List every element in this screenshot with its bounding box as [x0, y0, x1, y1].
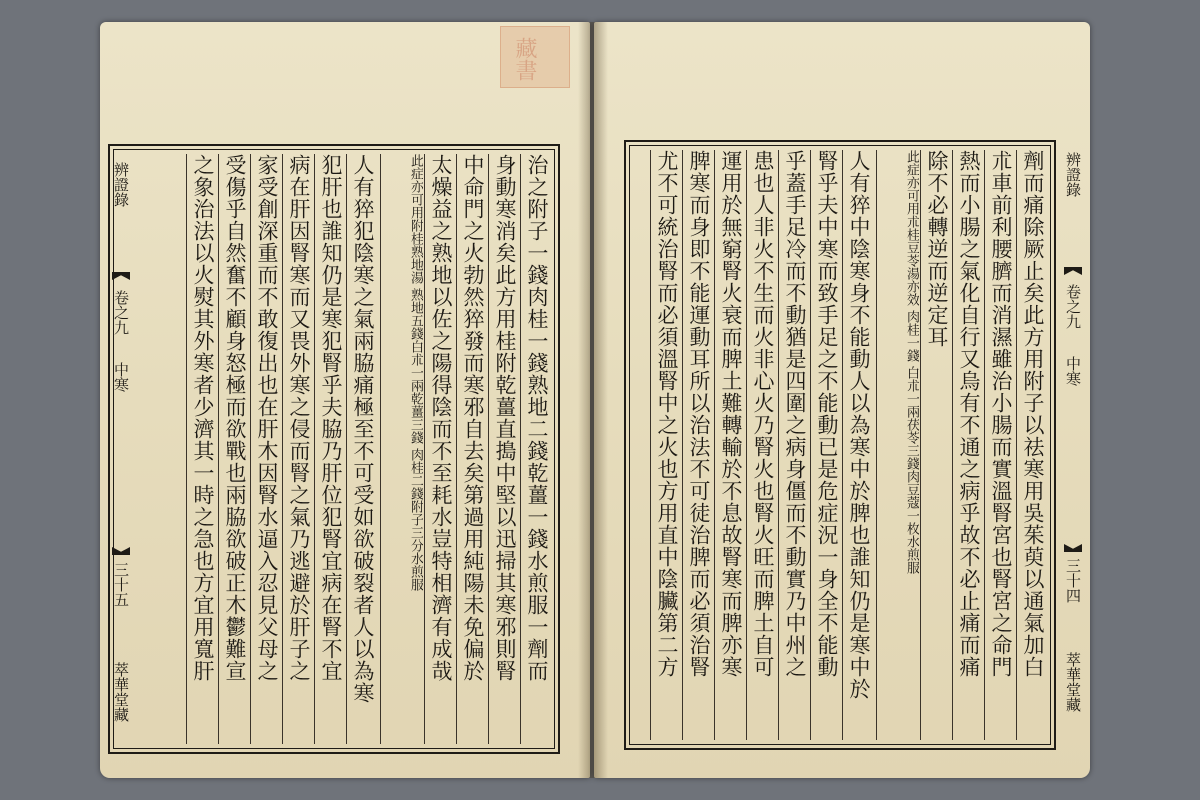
right-col-4: 除不必轉逆而逆定耳: [920, 150, 953, 740]
right-margin-title: 辨證錄: [1064, 152, 1082, 197]
right-fish-tail-bottom: [1064, 544, 1082, 552]
open-book: [100, 22, 1090, 778]
left-margin-folio: 三十五: [112, 562, 130, 607]
right-margin-volume: 卷之九: [1064, 284, 1082, 329]
left-margin-volume: 卷之九: [112, 290, 130, 335]
ownership-seal: 藏書: [500, 26, 570, 88]
left-col-9: 家受創深重而不敢復出也在肝木因腎水逼入忍見父母之: [250, 154, 283, 744]
left-col-11: 之象治法以火熨其外寒者少濟其一時之急也方宜用寬肝: [186, 154, 219, 744]
left-col-6: 人有猝犯陰寒之氣兩脇痛極至不可受如欲破裂者人以為寒: [346, 154, 379, 744]
right-margin-section: 中寒: [1064, 356, 1082, 386]
right-col-2: 朮車前利腰臍而消濕雖治小腸而實溫腎宮也腎宮之命門: [984, 150, 1017, 740]
right-col-3: 熱而小腸之氣化自行又烏有不通之病乎故不必止痛而痛: [952, 150, 985, 740]
right-margin-publisher: 萃華堂藏: [1064, 652, 1082, 712]
right-page: [594, 22, 1090, 778]
left-text-frame: [108, 144, 560, 754]
left-margin-publisher: 萃華堂藏: [112, 662, 130, 722]
left-col-3: 中命門之火勃然猝發而寒邪自去矣第過用純陽未免偏於: [456, 154, 489, 744]
left-col-10: 受傷乎自然奮不顧身怒極而欲戰也兩脇欲破正木鬱難宣: [218, 154, 251, 744]
right-col-9: 患也人非火不生而火非心火乃腎火也腎火旺而脾土自可: [746, 150, 779, 740]
right-fish-tail-top: [1064, 267, 1082, 275]
left-col-1: 治之附子一錢肉桂一錢熟地二錢乾薑一錢水煎服一劑而: [520, 154, 553, 744]
left-col-7: 犯肝也誰知仍是寒犯腎乎夫脇乃肝位犯腎宜病在腎不宜: [314, 154, 347, 744]
left-margin-section: 中寒: [112, 362, 130, 392]
right-col-5-note: 此症亦可用朮桂豆苓湯亦效 肉桂一錢 白朮一兩茯苓三錢肉豆蔻一枚水煎服: [876, 150, 919, 740]
right-text-frame: [624, 140, 1056, 750]
right-col-10: 運用於無窮腎火衰而脾土難轉輸於不息故腎寒而脾亦寒: [714, 150, 747, 740]
right-col-8: 乎蓋手足冷而不動猶是四圍之病身僵而不動實乃中州之: [778, 150, 811, 740]
left-margin-title: 辨證錄: [112, 162, 130, 207]
right-col-7: 腎乎夫中寒而致手足之不能動已是危症況一身全不能動: [810, 150, 843, 740]
right-margin-folio: 三十四: [1064, 558, 1082, 603]
right-col-6: 人有猝中陰寒身不能動人以為寒中於脾也誰知仍是寒中於: [842, 150, 875, 740]
left-col-4: 太燥益之熟地以佐之陽得陰而不至耗水豈特相濟有成哉: [424, 154, 457, 744]
left-col-8: 病在肝因腎寒而又畏外寒之侵而腎之氣乃逃避於肝子之: [282, 154, 315, 744]
right-col-11: 脾寒而身即不能運動耳所以治法不可徒治脾而必須治腎: [682, 150, 715, 740]
left-page: [100, 22, 590, 778]
left-col-2: 身動寒消矣此方用桂附乾薑直搗中堅以迅掃其寒邪則腎: [488, 154, 521, 744]
left-col-5-note: 此症亦可用附桂熟地湯 熟地五錢白朮一兩乾薑三錢 肉桂二錢附子三分水煎服: [380, 154, 423, 744]
right-col-1: 劑而痛除厥止矣此方用附子以祛寒用吳茱萸以通氣加白: [1016, 150, 1049, 740]
right-col-12: 尤不可統治腎而必須溫腎中之火也方用直中陰臟第二方: [650, 150, 683, 740]
